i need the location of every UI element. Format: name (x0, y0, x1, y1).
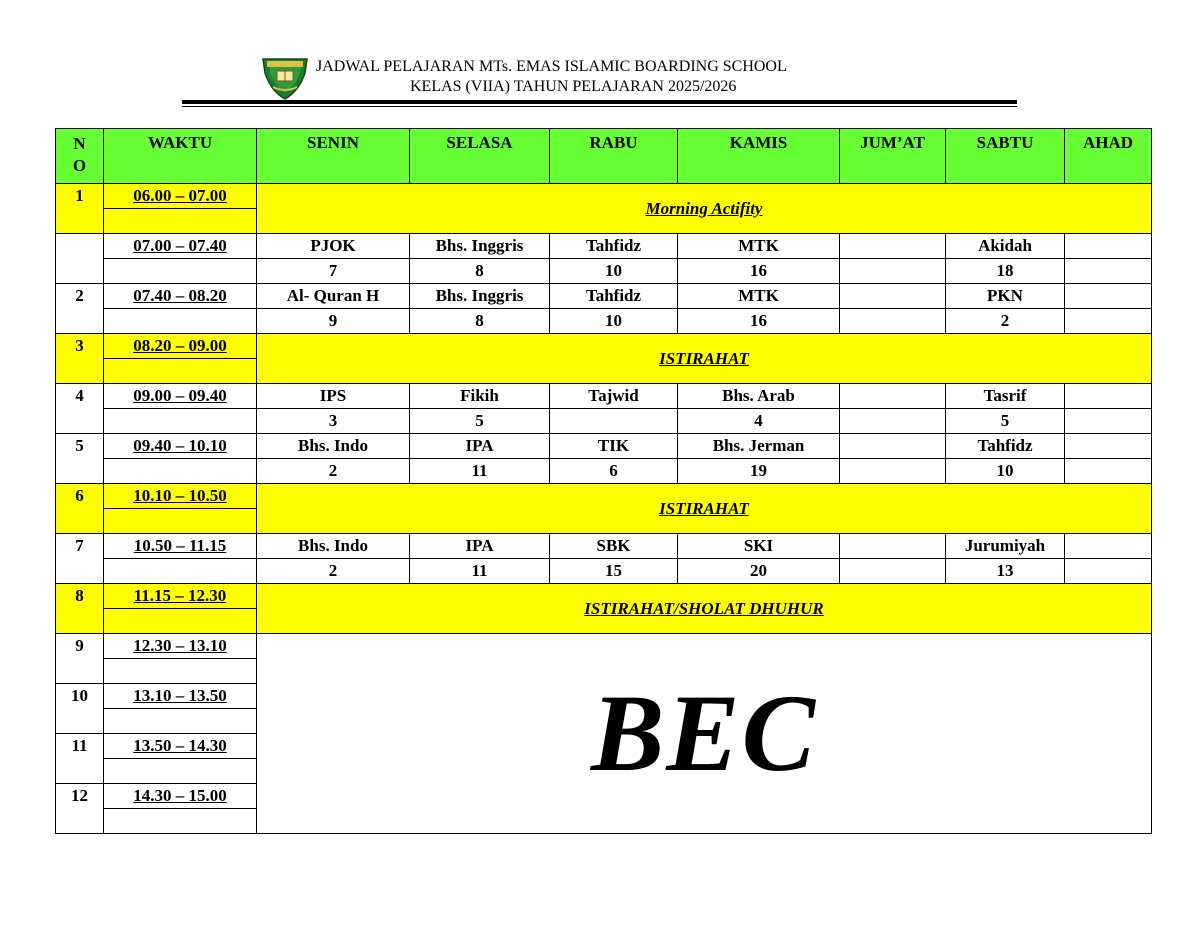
row-number: 8 (56, 584, 104, 634)
schedule-table (55, 128, 1152, 834)
col-header-ahad: AHAD (1065, 129, 1152, 184)
subject-jumat (840, 384, 946, 409)
subject-kamis: MTK (678, 284, 840, 309)
subject-rabu: TIK (550, 434, 678, 459)
row-number (56, 234, 104, 284)
row-number: 3 (56, 334, 104, 384)
room-sabtu: 5 (946, 409, 1065, 434)
time-slot-sub (104, 359, 257, 384)
room-sabtu: 2 (946, 309, 1065, 334)
room-ahad (1065, 409, 1152, 434)
time-slot: 09.40 – 10.10 (104, 434, 257, 459)
room-rabu: 10 (550, 259, 678, 284)
subject-rabu: SBK (550, 534, 678, 559)
subject-jumat (840, 284, 946, 309)
break-label: ISTIRAHAT (257, 484, 1152, 534)
subject-rabu: Tahfidz (550, 284, 678, 309)
subject-senin: Bhs. Indo (257, 534, 410, 559)
room-senin: 3 (257, 409, 410, 434)
room-senin: 2 (257, 459, 410, 484)
time-slot-sub (104, 759, 257, 784)
col-header-no: N O (56, 129, 104, 184)
room-senin: 2 (257, 559, 410, 584)
subject-sabtu: Jurumiyah (946, 534, 1065, 559)
subject-rabu: Tahfidz (550, 234, 678, 259)
room-jumat (840, 259, 946, 284)
subject-sabtu: PKN (946, 284, 1065, 309)
col-header-jumat: JUM’AT (840, 129, 946, 184)
room-senin: 7 (257, 259, 410, 284)
room-senin: 9 (257, 309, 410, 334)
subject-jumat (840, 534, 946, 559)
lesson-row (56, 384, 1152, 409)
break-row (56, 584, 1152, 609)
subject-selasa: Bhs. Inggris (410, 234, 550, 259)
time-slot: 13.50 – 14.30 (104, 734, 257, 759)
document-header (0, 0, 1200, 110)
subject-sabtu: Tasrif (946, 384, 1065, 409)
time-slot: 06.00 – 07.00 (104, 184, 257, 209)
subject-kamis: Bhs. Arab (678, 384, 840, 409)
room-kamis: 20 (678, 559, 840, 584)
time-slot-sub (104, 609, 257, 634)
break-row (56, 334, 1152, 359)
subject-jumat (840, 434, 946, 459)
time-slot: 09.00 – 09.40 (104, 384, 257, 409)
row-number: 5 (56, 434, 104, 484)
col-header-waktu: WAKTU (104, 129, 257, 184)
room-row (56, 459, 1152, 484)
time-slot: 10.10 – 10.50 (104, 484, 257, 509)
time-slot-sub (104, 809, 257, 834)
room-ahad (1065, 559, 1152, 584)
break-label: Morning Actifity (257, 184, 1152, 234)
room-sabtu: 13 (946, 559, 1065, 584)
room-row (56, 259, 1152, 284)
row-number: 6 (56, 484, 104, 534)
room-rabu: 15 (550, 559, 678, 584)
time-slot-sub (104, 309, 257, 334)
row-number: 7 (56, 534, 104, 584)
school-logo-icon (259, 53, 311, 101)
room-selasa: 8 (410, 309, 550, 334)
lesson-row (56, 534, 1152, 559)
room-ahad (1065, 459, 1152, 484)
room-selasa: 8 (410, 259, 550, 284)
col-header-rabu: RABU (550, 129, 678, 184)
subject-senin: Al- Quran H (257, 284, 410, 309)
room-selasa: 11 (410, 559, 550, 584)
room-kamis: 19 (678, 459, 840, 484)
break-row (56, 484, 1152, 509)
title-school: JADWAL PELAJARAN MTs. EMAS ISLAMIC BOARDING SCHOOL (316, 58, 787, 75)
subject-ahad (1065, 384, 1152, 409)
room-kamis: 16 (678, 259, 840, 284)
col-header-selasa: SELASA (410, 129, 550, 184)
time-slot: 08.20 – 09.00 (104, 334, 257, 359)
subject-selasa: Bhs. Inggris (410, 284, 550, 309)
subject-ahad (1065, 284, 1152, 309)
room-kamis: 4 (678, 409, 840, 434)
room-ahad (1065, 259, 1152, 284)
subject-sabtu: Akidah (946, 234, 1065, 259)
room-jumat (840, 459, 946, 484)
room-ahad (1065, 309, 1152, 334)
room-jumat (840, 309, 946, 334)
header-rule-thick (182, 100, 1017, 104)
subject-senin: PJOK (257, 234, 410, 259)
subject-kamis: MTK (678, 234, 840, 259)
room-rabu: 6 (550, 459, 678, 484)
col-header-senin: SENIN (257, 129, 410, 184)
room-sabtu: 10 (946, 459, 1065, 484)
break-label: ISTIRAHAT/SHOLAT DHUHUR (257, 584, 1152, 634)
time-slot-sub (104, 709, 257, 734)
row-number: 12 (56, 784, 104, 834)
title-class-year: KELAS (VIIA) TAHUN PELAJARAN 2025/2026 (410, 78, 737, 95)
time-slot: 12.30 – 13.10 (104, 634, 257, 659)
room-row (56, 409, 1152, 434)
time-slot-sub (104, 559, 257, 584)
subject-ahad (1065, 534, 1152, 559)
row-number: 9 (56, 634, 104, 684)
break-row (56, 184, 1152, 209)
afternoon-row (56, 634, 1152, 659)
lesson-row (56, 234, 1152, 259)
lesson-row (56, 434, 1152, 459)
time-slot-sub (104, 509, 257, 534)
header-row (56, 129, 1152, 184)
subject-selasa: IPA (410, 434, 550, 459)
subject-selasa: IPA (410, 534, 550, 559)
room-selasa: 11 (410, 459, 550, 484)
room-row (56, 559, 1152, 584)
time-slot-sub (104, 409, 257, 434)
time-slot: 14.30 – 15.00 (104, 784, 257, 809)
break-label: ISTIRAHAT (257, 334, 1152, 384)
row-number: 2 (56, 284, 104, 334)
room-jumat (840, 559, 946, 584)
row-number: 11 (56, 734, 104, 784)
subject-kamis: SKI (678, 534, 840, 559)
subject-sabtu: Tahfidz (946, 434, 1065, 459)
room-rabu: 10 (550, 309, 678, 334)
room-row (56, 309, 1152, 334)
time-slot: 10.50 – 11.15 (104, 534, 257, 559)
time-slot-sub (104, 209, 257, 234)
room-sabtu: 18 (946, 259, 1065, 284)
subject-ahad (1065, 234, 1152, 259)
row-number: 1 (56, 184, 104, 234)
subject-senin: IPS (257, 384, 410, 409)
subject-senin: Bhs. Indo (257, 434, 410, 459)
subject-selasa: Fikih (410, 384, 550, 409)
time-slot-sub (104, 459, 257, 484)
subject-ahad (1065, 434, 1152, 459)
room-rabu (550, 409, 678, 434)
room-jumat (840, 409, 946, 434)
col-header-sabtu: SABTU (946, 129, 1065, 184)
subject-jumat (840, 234, 946, 259)
time-slot: 07.00 – 07.40 (104, 234, 257, 259)
time-slot-sub (104, 259, 257, 284)
room-selasa: 5 (410, 409, 550, 434)
time-slot: 11.15 – 12.30 (104, 584, 257, 609)
time-slot-sub (104, 659, 257, 684)
time-slot: 13.10 – 13.50 (104, 684, 257, 709)
lesson-row (56, 284, 1152, 309)
row-number: 4 (56, 384, 104, 434)
col-header-kamis: KAMIS (678, 129, 840, 184)
time-slot: 07.40 – 08.20 (104, 284, 257, 309)
row-number: 10 (56, 684, 104, 734)
header-rule-thin (182, 106, 1017, 107)
subject-kamis: Bhs. Jerman (678, 434, 840, 459)
room-kamis: 16 (678, 309, 840, 334)
subject-rabu: Tajwid (550, 384, 678, 409)
afternoon-program-label: BEC (257, 634, 1152, 834)
